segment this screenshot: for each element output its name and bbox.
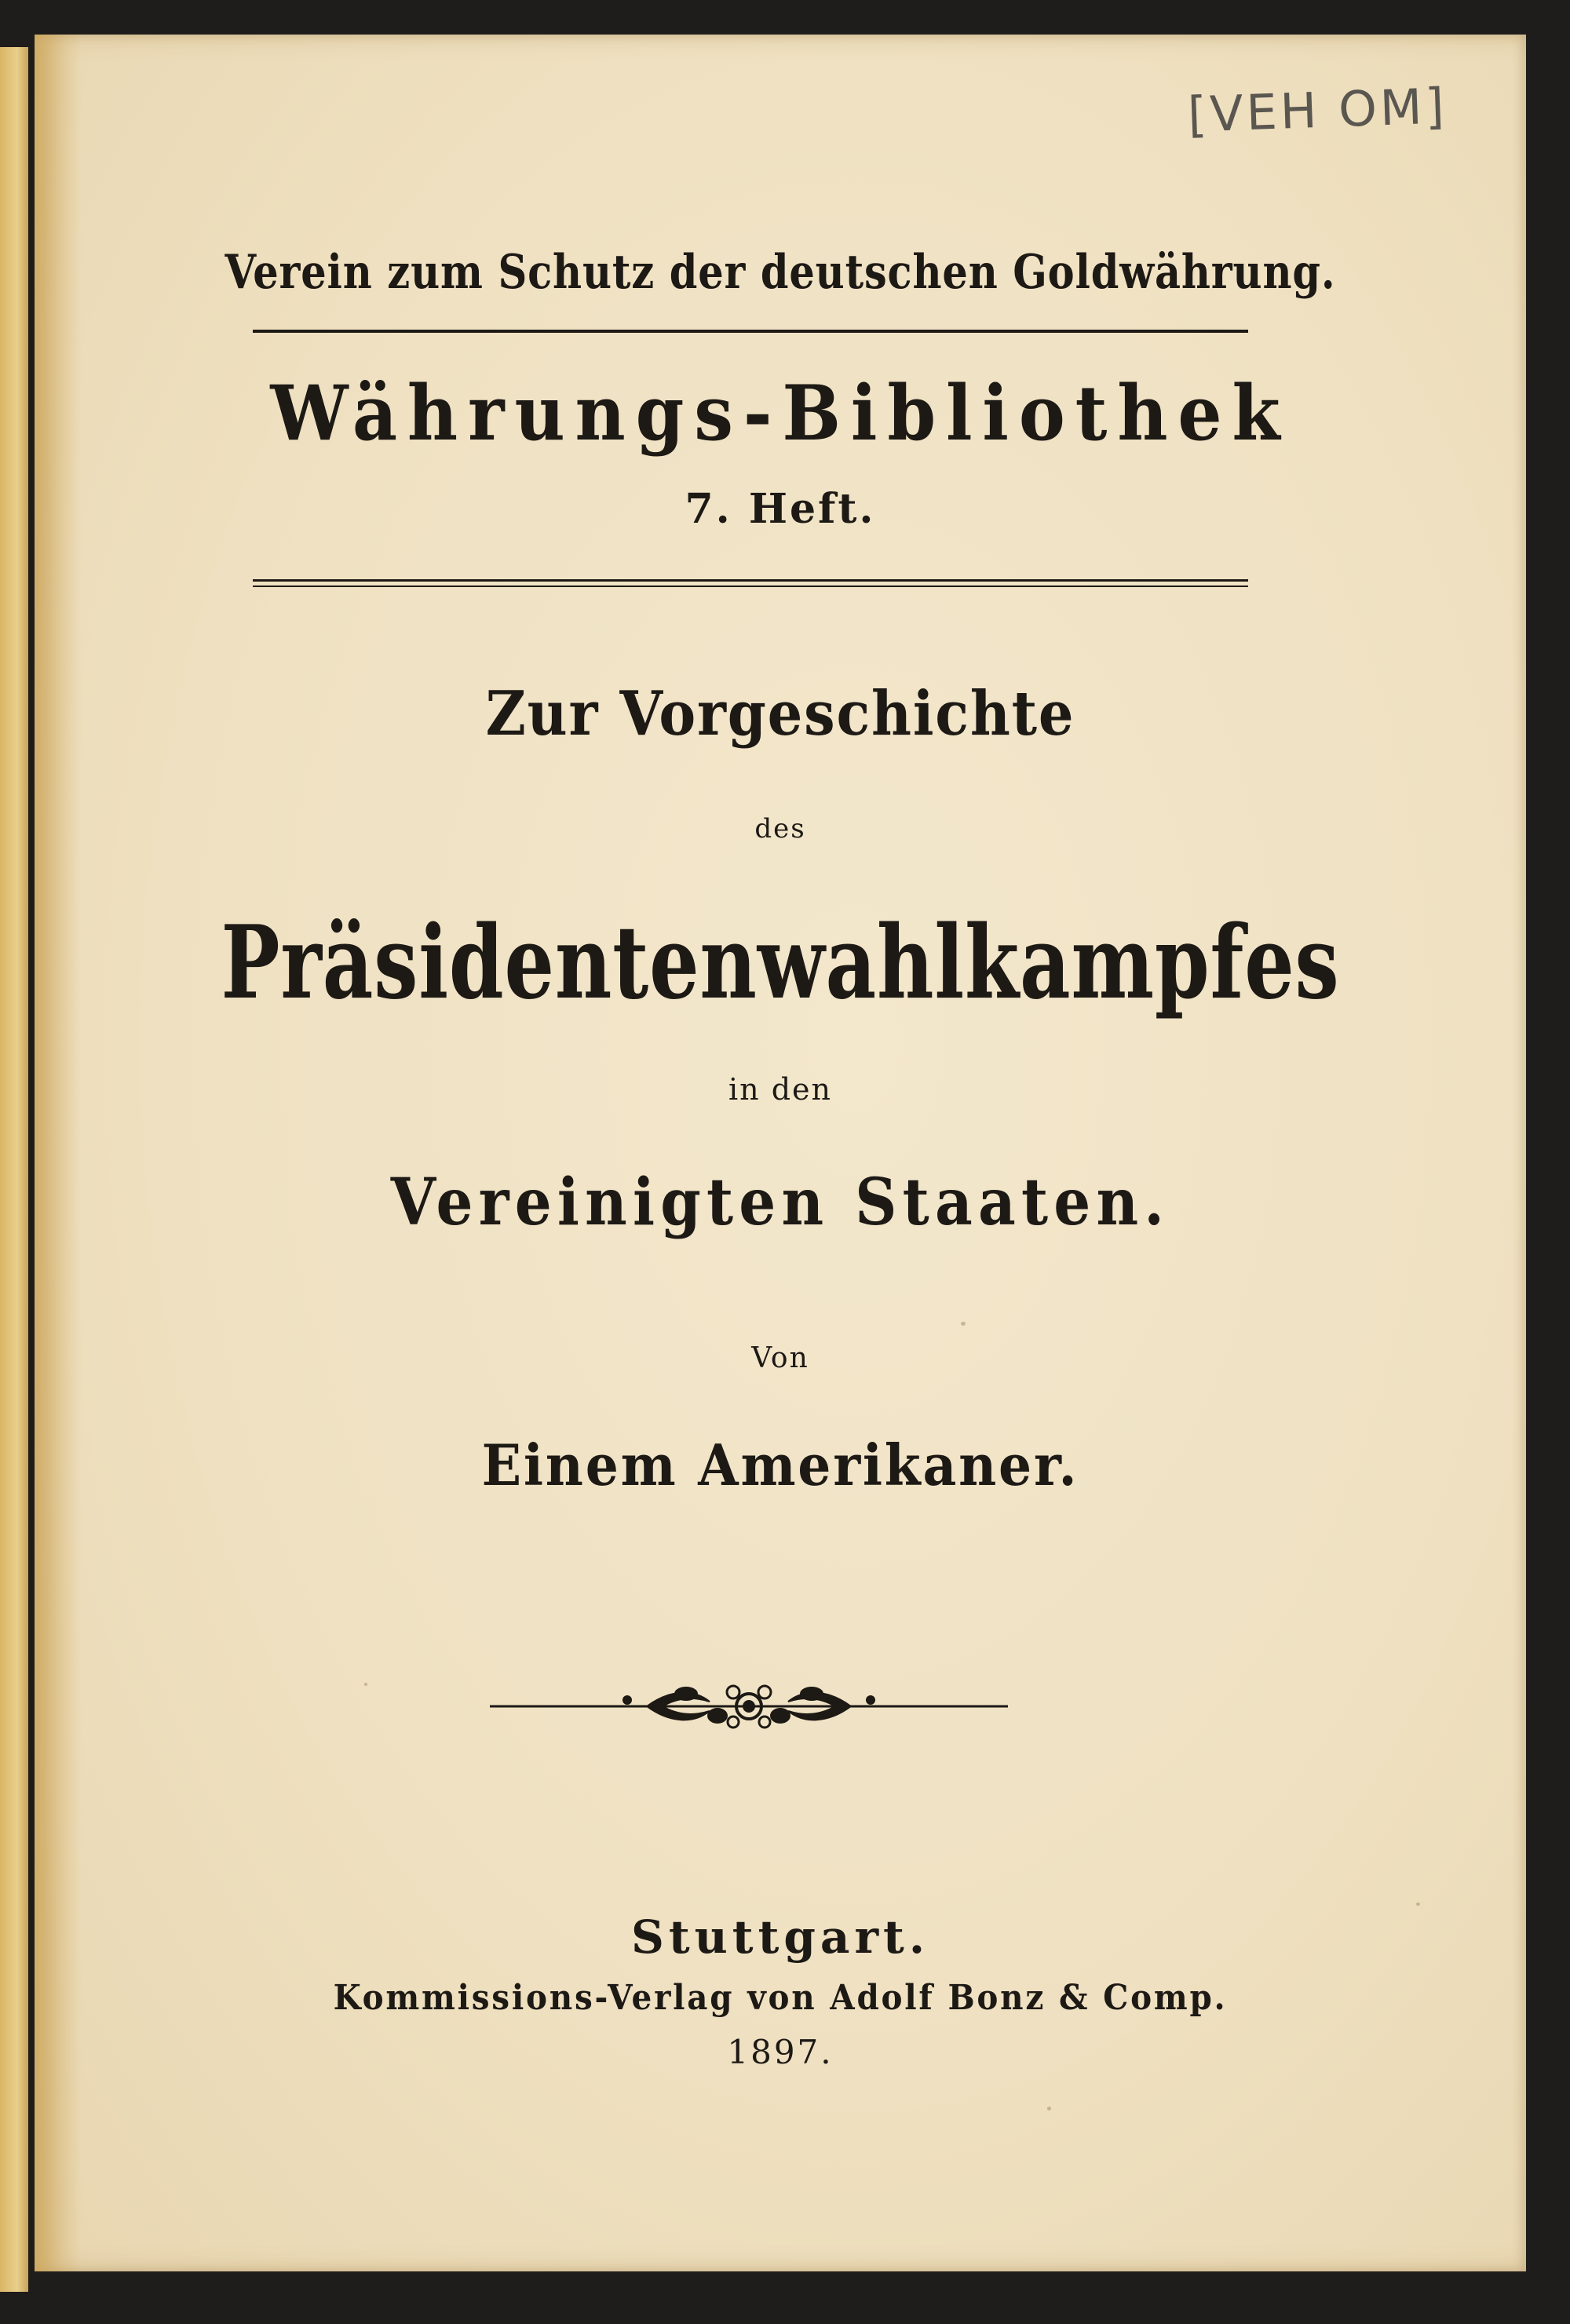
double-rule-lower [253,586,1248,587]
title-connector-in: in den [728,1072,832,1107]
title-line-3: Vereinigten Staaten. [390,1165,1170,1240]
floral-ornament-icon [490,1673,1008,1736]
issue-number: 7. Heft. [685,485,876,533]
author-line: Einem Amerikaner. [481,1432,1079,1498]
paper-speck [1047,2107,1051,2111]
paper-speck [364,1683,367,1686]
double-rule-upper [253,579,1248,582]
handwritten-shelfmark: [VEH OM] [1187,77,1449,144]
rule-top [253,330,1248,333]
facing-page-edge [0,47,28,2292]
publication-year: 1897. [727,2033,834,2071]
publisher-line: Kommissions-Verlag von Adolf Bonz & Comp. [333,1978,1228,2018]
title-connector-des: des [754,813,806,845]
title-line-1: Zur Vorgeschichte [485,678,1075,750]
paper-speck [961,1322,966,1326]
library-title: Währungs-Bibliothek [270,369,1291,458]
main-title: Präsidentenwahlkampfes [221,904,1340,1022]
publication-city: Stuttgart. [630,1910,930,1964]
series-heading: Verein zum Schutz der deutschen Goldwährung. [225,245,1336,300]
byline-von: Von [751,1342,809,1374]
paper-speck [1416,1903,1420,1906]
title-page [35,35,1526,2271]
